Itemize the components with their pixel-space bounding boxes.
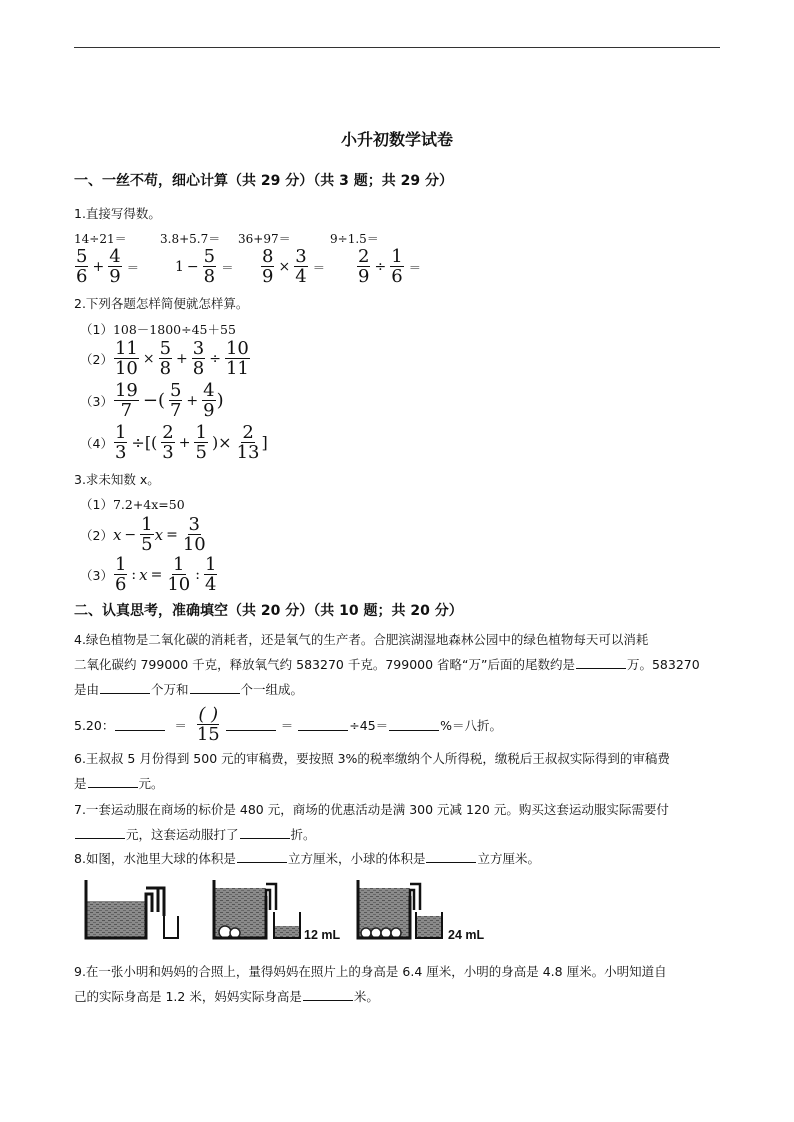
- page-title: 小升初数学试卷: [340, 130, 453, 149]
- answer-blank[interactable]: [115, 718, 165, 731]
- q7-text: 7.一套运动服在商场的标价是 480 元，商场的优惠活动是满 300 元减 120 元。购买这套运动服实际需要付 元，这套运动服打了 折。: [74, 802, 669, 842]
- fraction: $\frac{3}{4}$: [295, 246, 307, 287]
- q1-frac-expr-d: $\frac{2}{9}$ ÷ $\frac{1}{6}$ ＝: [358, 246, 422, 287]
- fraction: $\frac{2}{3}$: [162, 422, 174, 463]
- fraction: $\frac{1}{4}$: [204, 554, 217, 595]
- fraction: $\frac{1}{5}$: [141, 514, 153, 555]
- fraction: $\frac{3}{8}$: [192, 338, 205, 379]
- q5-text: 5.20： ＝ $\frac{( )}{15}$ ＝ ÷45＝ %＝八折。: [74, 704, 503, 745]
- fraction: $\frac{19}{7}$: [114, 380, 138, 421]
- fraction: $\frac{11}{10}$: [114, 338, 138, 379]
- q1-item-d: 9÷1.5＝: [330, 232, 379, 246]
- answer-blank[interactable]: [88, 775, 138, 788]
- section2-heading: 二、认真思考，准确填空（共 20 分）（共 10 题；共 20 分）: [74, 603, 463, 619]
- q6-text: 6.王叔叔 5 月份得到 500 元的审稿费，要按照 3%的税率缴纳个人所得税，缴税后王叔叔实际得到的审稿费 是 元。: [74, 751, 670, 791]
- q3-part1: （1）7.2+4x=50: [80, 497, 185, 512]
- q2-part4: （4） $\frac{1}{3}$ ÷[( $\frac{2}{3}$ + $\frac{1}{5}$ )× $\frac{2}{13}$ ]: [80, 422, 268, 463]
- fraction: $\frac{5}{7}$: [169, 380, 182, 421]
- fraction: $\frac{5}{8}$: [159, 338, 172, 379]
- fraction: $\frac{3}{10}$: [182, 514, 206, 555]
- answer-blank[interactable]: [226, 718, 276, 731]
- q1-item-b: 3.8+5.7＝: [160, 232, 221, 246]
- fraction: $\frac{1}{3}$: [114, 422, 127, 463]
- q1-frac-expr-a: $\frac{5}{6}$ + $\frac{4}{9}$ ＝: [76, 246, 140, 287]
- q1-label: 1.直接写得数。: [74, 206, 161, 221]
- fig2-volume-label: 12 mL: [304, 928, 341, 942]
- answer-blank[interactable]: [426, 850, 476, 863]
- answer-blank[interactable]: [576, 656, 626, 669]
- fraction: $\frac{5}{8}$: [203, 246, 216, 287]
- fraction: $\frac{4}{9}$: [203, 380, 215, 421]
- q2-part3: （3） $\frac{19}{7}$ −( $\frac{5}{7}$ + $\frac{4}{9}$ ): [80, 380, 224, 421]
- answer-blank[interactable]: [240, 826, 290, 839]
- fraction: $\frac{2}{9}$: [358, 246, 370, 287]
- water-tank-figure-2: [208, 876, 358, 944]
- q1-item-c: 36+97＝: [238, 232, 291, 246]
- fraction: $\frac{1}{6}$: [391, 246, 403, 287]
- q9-text: 9.在一张小明和妈妈的合照上，量得妈妈在照片上的身高是 6.4 厘米，小明的身高是 4.8 厘米。小明知道自 己的实际身高是 1.2 米，妈妈实际身高是 米。: [74, 964, 667, 1004]
- q2-part2: （2） $\frac{11}{10}$ × $\frac{5}{8}$ + $\frac{3}{8}$ ÷ $\frac{10}{11}$: [80, 338, 249, 379]
- fraction: $\frac{1}{10}$: [167, 554, 191, 595]
- fraction: $\frac{1}{5}$: [195, 422, 207, 463]
- answer-blank[interactable]: [190, 681, 240, 694]
- fraction: $\frac{2}{13}$: [236, 422, 260, 463]
- q1-frac-expr-c: $\frac{8}{9}$ × $\frac{3}{4}$ ＝: [262, 246, 326, 287]
- water-tank-figure-3: [352, 876, 502, 944]
- fraction: $\frac{( )}{15}$: [196, 704, 220, 745]
- answer-blank[interactable]: [389, 718, 439, 731]
- q2-label: 2.下列各题怎样简便就怎样算。: [74, 296, 249, 311]
- header-rule: [74, 47, 720, 48]
- fraction: $\frac{4}{9}$: [109, 246, 121, 287]
- q8-text: 8.如图，水池里大球的体积是 立方厘米，小球的体积是 立方厘米。: [74, 851, 540, 866]
- answer-blank[interactable]: [303, 988, 353, 1001]
- q1-item-a: 14÷21＝: [74, 232, 127, 246]
- q3-part3: （3） $\frac{1}{6}$ : x = $\frac{1}{10}$ : $\frac{1}{4}$: [80, 554, 217, 595]
- q2-part1: （1）108－1800÷45＋55: [80, 322, 236, 337]
- fraction: $\frac{8}{9}$: [262, 246, 274, 287]
- q4-text: 4.绿色植物是二氧化碳的消耗者，还是氧气的生产者。合肥滨湖湿地森林公园中的绿色植物每天可以消耗 二氧化碳约 799000 千克，释放氧气约 583270 千克。799000 省略“万”后面的尾数约是 万。583270 是由 个万和 个一组成。: [74, 632, 700, 697]
- answer-blank[interactable]: [298, 718, 348, 731]
- fig3-volume-label: 24 mL: [448, 928, 485, 942]
- q3-part2: （2） x − $\frac{1}{5}$ x = $\frac{3}{10}$: [80, 514, 206, 555]
- fraction: $\frac{5}{6}$: [76, 246, 88, 287]
- q1-frac-expr-b: 1 − $\frac{5}{8}$ ＝: [175, 246, 234, 287]
- answer-blank[interactable]: [75, 826, 125, 839]
- water-tank-figure-1: [78, 876, 182, 944]
- q3-label: 3.求未知数 x。: [74, 472, 160, 487]
- fraction: $\frac{10}{11}$: [225, 338, 249, 379]
- fraction: $\frac{1}{6}$: [114, 554, 127, 595]
- answer-blank[interactable]: [237, 850, 287, 863]
- answer-blank[interactable]: [100, 681, 150, 694]
- section1-heading: 一、一丝不苟，细心计算（共 29 分）（共 3 题；共 29 分）: [74, 173, 453, 189]
